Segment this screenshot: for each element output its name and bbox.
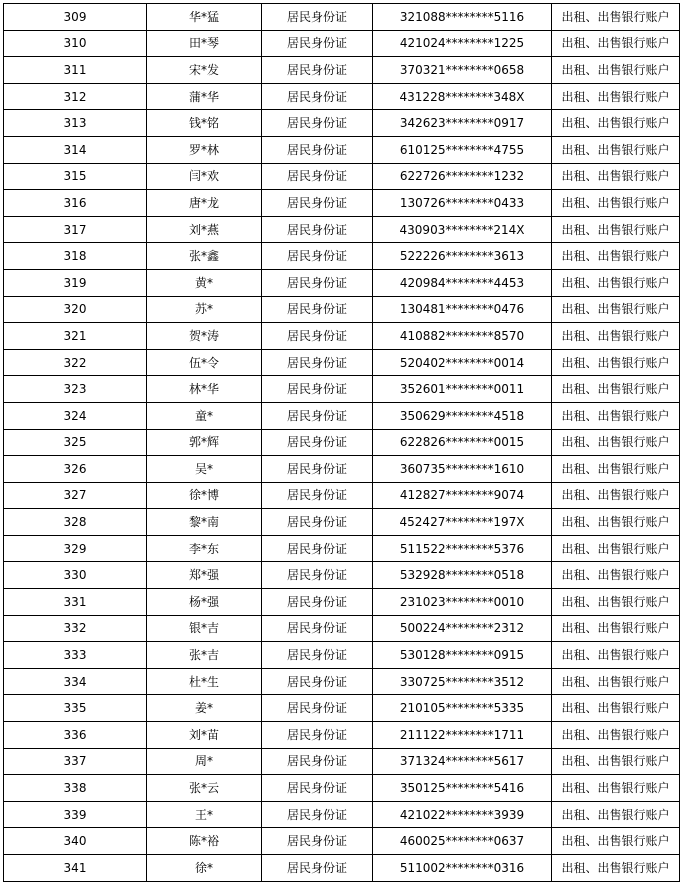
name-cell: 姜* — [147, 695, 262, 722]
behavior-cell: 出租、出售银行账户 — [552, 482, 680, 509]
row-number-cell: 327 — [4, 482, 147, 509]
table-row — [4, 163, 680, 190]
id-type-cell: 居民身份证 — [262, 83, 373, 110]
behavior-cell: 出租、出售银行账户 — [552, 722, 680, 749]
behavior-cell: 出租、出售银行账户 — [552, 615, 680, 642]
behavior-cell: 出租、出售银行账户 — [552, 642, 680, 669]
table-row — [4, 110, 680, 137]
id-type-cell: 居民身份证 — [262, 535, 373, 562]
table-row — [4, 722, 680, 749]
row-number-cell: 316 — [4, 190, 147, 217]
id-number-cell: 321088********5116 — [373, 4, 552, 31]
name-cell: 银*吉 — [147, 615, 262, 642]
behavior-cell: 出租、出售银行账户 — [552, 110, 680, 137]
table-row — [4, 456, 680, 483]
row-number-cell: 324 — [4, 402, 147, 429]
id-type-cell: 居民身份证 — [262, 269, 373, 296]
table-row — [4, 828, 680, 855]
id-number-cell: 452427********197X — [373, 509, 552, 536]
id-type-cell: 居民身份证 — [262, 642, 373, 669]
name-cell: 闫*欢 — [147, 163, 262, 190]
id-number-cell: 622726********1232 — [373, 163, 552, 190]
table-row — [4, 4, 680, 31]
id-number-cell: 350125********5416 — [373, 775, 552, 802]
table-row — [4, 296, 680, 323]
row-number-cell: 337 — [4, 748, 147, 775]
table-row — [4, 748, 680, 775]
id-type-cell: 居民身份证 — [262, 801, 373, 828]
behavior-cell: 出租、出售银行账户 — [552, 376, 680, 403]
id-number-cell: 430903********214X — [373, 216, 552, 243]
id-type-cell: 居民身份证 — [262, 615, 373, 642]
id-number-cell: 211122********1711 — [373, 722, 552, 749]
id-type-cell: 居民身份证 — [262, 775, 373, 802]
name-cell: 陈*裕 — [147, 828, 262, 855]
name-cell: 钱*铭 — [147, 110, 262, 137]
row-number-cell: 325 — [4, 429, 147, 456]
id-type-cell: 居民身份证 — [262, 456, 373, 483]
table-row — [4, 83, 680, 110]
id-type-cell: 居民身份证 — [262, 855, 373, 882]
id-number-cell: 330725********3512 — [373, 668, 552, 695]
table-row — [4, 775, 680, 802]
id-type-cell: 居民身份证 — [262, 828, 373, 855]
id-number-cell: 360735********1610 — [373, 456, 552, 483]
id-number-cell: 412827********9074 — [373, 482, 552, 509]
table-row — [4, 243, 680, 270]
row-number-cell: 314 — [4, 136, 147, 163]
behavior-cell: 出租、出售银行账户 — [552, 269, 680, 296]
id-number-cell: 342623********0917 — [373, 110, 552, 137]
id-type-cell: 居民身份证 — [262, 429, 373, 456]
behavior-cell: 出租、出售银行账户 — [552, 243, 680, 270]
name-cell: 刘*苗 — [147, 722, 262, 749]
id-number-cell: 130726********0433 — [373, 190, 552, 217]
id-number-cell: 520402********0014 — [373, 349, 552, 376]
name-cell: 田*琴 — [147, 30, 262, 57]
id-type-cell: 居民身份证 — [262, 4, 373, 31]
row-number-cell: 323 — [4, 376, 147, 403]
behavior-cell: 出租、出售银行账户 — [552, 775, 680, 802]
table-row — [4, 509, 680, 536]
id-type-cell: 居民身份证 — [262, 589, 373, 616]
behavior-cell: 出租、出售银行账户 — [552, 695, 680, 722]
table-row — [4, 801, 680, 828]
id-number-cell: 500224********2312 — [373, 615, 552, 642]
row-number-cell: 330 — [4, 562, 147, 589]
name-cell: 杜*生 — [147, 668, 262, 695]
name-cell: 张*鑫 — [147, 243, 262, 270]
id-type-cell: 居民身份证 — [262, 402, 373, 429]
row-number-cell: 334 — [4, 668, 147, 695]
behavior-cell: 出租、出售银行账户 — [552, 589, 680, 616]
id-number-cell: 420984********4453 — [373, 269, 552, 296]
name-cell: 郭*辉 — [147, 429, 262, 456]
row-number-cell: 312 — [4, 83, 147, 110]
table-row — [4, 216, 680, 243]
id-type-cell: 居民身份证 — [262, 722, 373, 749]
name-cell: 张*云 — [147, 775, 262, 802]
name-cell: 徐*博 — [147, 482, 262, 509]
id-type-cell: 居民身份证 — [262, 163, 373, 190]
behavior-cell: 出租、出售银行账户 — [552, 456, 680, 483]
row-number-cell: 329 — [4, 535, 147, 562]
row-number-cell: 328 — [4, 509, 147, 536]
account-blacklist-table — [3, 3, 680, 882]
name-cell: 周* — [147, 748, 262, 775]
name-cell: 苏* — [147, 296, 262, 323]
name-cell: 华*猛 — [147, 4, 262, 31]
id-number-cell: 622826********0015 — [373, 429, 552, 456]
id-type-cell: 居民身份证 — [262, 376, 373, 403]
table-row — [4, 269, 680, 296]
id-number-cell: 431228********348X — [373, 83, 552, 110]
row-number-cell: 311 — [4, 57, 147, 84]
row-number-cell: 341 — [4, 855, 147, 882]
table-row — [4, 136, 680, 163]
behavior-cell: 出租、出售银行账户 — [552, 30, 680, 57]
row-number-cell: 313 — [4, 110, 147, 137]
id-type-cell: 居民身份证 — [262, 136, 373, 163]
table-row — [4, 615, 680, 642]
id-number-cell: 511002********0316 — [373, 855, 552, 882]
table-row — [4, 668, 680, 695]
name-cell: 黄* — [147, 269, 262, 296]
name-cell: 蒲*华 — [147, 83, 262, 110]
behavior-cell: 出租、出售银行账户 — [552, 296, 680, 323]
row-number-cell: 338 — [4, 775, 147, 802]
name-cell: 刘*燕 — [147, 216, 262, 243]
row-number-cell: 320 — [4, 296, 147, 323]
id-type-cell: 居民身份证 — [262, 216, 373, 243]
behavior-cell: 出租、出售银行账户 — [552, 535, 680, 562]
row-number-cell: 332 — [4, 615, 147, 642]
id-number-cell: 421022********3939 — [373, 801, 552, 828]
name-cell: 贺*涛 — [147, 323, 262, 350]
id-number-cell: 352601********0011 — [373, 376, 552, 403]
name-cell: 王* — [147, 801, 262, 828]
id-number-cell: 610125********4755 — [373, 136, 552, 163]
id-type-cell: 居民身份证 — [262, 110, 373, 137]
row-number-cell: 309 — [4, 4, 147, 31]
id-number-cell: 460025********0637 — [373, 828, 552, 855]
table-row — [4, 589, 680, 616]
name-cell: 童* — [147, 402, 262, 429]
table-row — [4, 30, 680, 57]
row-number-cell: 319 — [4, 269, 147, 296]
behavior-cell: 出租、出售银行账户 — [552, 748, 680, 775]
id-type-cell: 居民身份证 — [262, 562, 373, 589]
id-type-cell: 居民身份证 — [262, 668, 373, 695]
table-row — [4, 323, 680, 350]
row-number-cell: 326 — [4, 456, 147, 483]
row-number-cell: 336 — [4, 722, 147, 749]
behavior-cell: 出租、出售银行账户 — [552, 828, 680, 855]
table-row — [4, 376, 680, 403]
table-row — [4, 535, 680, 562]
id-type-cell: 居民身份证 — [262, 296, 373, 323]
behavior-cell: 出租、出售银行账户 — [552, 402, 680, 429]
name-cell: 吴* — [147, 456, 262, 483]
name-cell: 杨*强 — [147, 589, 262, 616]
table-row — [4, 402, 680, 429]
table-row — [4, 349, 680, 376]
row-number-cell: 322 — [4, 349, 147, 376]
table-row — [4, 695, 680, 722]
id-number-cell: 370321********0658 — [373, 57, 552, 84]
name-cell: 宋*发 — [147, 57, 262, 84]
behavior-cell: 出租、出售银行账户 — [552, 323, 680, 350]
id-number-cell: 130481********0476 — [373, 296, 552, 323]
row-number-cell: 315 — [4, 163, 147, 190]
behavior-cell: 出租、出售银行账户 — [552, 57, 680, 84]
row-number-cell: 317 — [4, 216, 147, 243]
behavior-cell: 出租、出售银行账户 — [552, 855, 680, 882]
id-type-cell: 居民身份证 — [262, 509, 373, 536]
id-type-cell: 居民身份证 — [262, 695, 373, 722]
table-row — [4, 855, 680, 882]
row-number-cell: 340 — [4, 828, 147, 855]
id-number-cell: 522226********3613 — [373, 243, 552, 270]
id-number-cell: 231023********0010 — [373, 589, 552, 616]
behavior-cell: 出租、出售银行账户 — [552, 349, 680, 376]
id-number-cell: 421024********1225 — [373, 30, 552, 57]
id-type-cell: 居民身份证 — [262, 57, 373, 84]
row-number-cell: 310 — [4, 30, 147, 57]
id-number-cell: 350629********4518 — [373, 402, 552, 429]
id-type-cell: 居民身份证 — [262, 349, 373, 376]
name-cell: 李*东 — [147, 535, 262, 562]
behavior-cell: 出租、出售银行账户 — [552, 562, 680, 589]
id-type-cell: 居民身份证 — [262, 323, 373, 350]
name-cell: 林*华 — [147, 376, 262, 403]
row-number-cell: 335 — [4, 695, 147, 722]
id-number-cell: 532928********0518 — [373, 562, 552, 589]
behavior-cell: 出租、出售银行账户 — [552, 668, 680, 695]
table-row — [4, 562, 680, 589]
behavior-cell: 出租、出售银行账户 — [552, 83, 680, 110]
behavior-cell: 出租、出售银行账户 — [552, 190, 680, 217]
id-type-cell: 居民身份证 — [262, 190, 373, 217]
id-type-cell: 居民身份证 — [262, 243, 373, 270]
table-row — [4, 642, 680, 669]
table-row — [4, 57, 680, 84]
id-number-cell: 410882********8570 — [373, 323, 552, 350]
name-cell: 唐*龙 — [147, 190, 262, 217]
id-number-cell: 530128********0915 — [373, 642, 552, 669]
row-number-cell: 318 — [4, 243, 147, 270]
table-row — [4, 429, 680, 456]
table-row — [4, 190, 680, 217]
row-number-cell: 331 — [4, 589, 147, 616]
name-cell: 罗*林 — [147, 136, 262, 163]
id-type-cell: 居民身份证 — [262, 30, 373, 57]
row-number-cell: 339 — [4, 801, 147, 828]
behavior-cell: 出租、出售银行账户 — [552, 801, 680, 828]
behavior-cell: 出租、出售银行账户 — [552, 216, 680, 243]
behavior-cell: 出租、出售银行账户 — [552, 4, 680, 31]
table-body — [4, 4, 680, 882]
name-cell: 徐* — [147, 855, 262, 882]
name-cell: 张*吉 — [147, 642, 262, 669]
id-number-cell: 371324********5617 — [373, 748, 552, 775]
behavior-cell: 出租、出售银行账户 — [552, 429, 680, 456]
behavior-cell: 出租、出售银行账户 — [552, 163, 680, 190]
id-number-cell: 511522********5376 — [373, 535, 552, 562]
row-number-cell: 333 — [4, 642, 147, 669]
id-number-cell: 210105********5335 — [373, 695, 552, 722]
name-cell: 伍*令 — [147, 349, 262, 376]
name-cell: 黎*南 — [147, 509, 262, 536]
row-number-cell: 321 — [4, 323, 147, 350]
behavior-cell: 出租、出售银行账户 — [552, 136, 680, 163]
name-cell: 郑*强 — [147, 562, 262, 589]
behavior-cell: 出租、出售银行账户 — [552, 509, 680, 536]
table-row — [4, 482, 680, 509]
id-type-cell: 居民身份证 — [262, 748, 373, 775]
id-type-cell: 居民身份证 — [262, 482, 373, 509]
